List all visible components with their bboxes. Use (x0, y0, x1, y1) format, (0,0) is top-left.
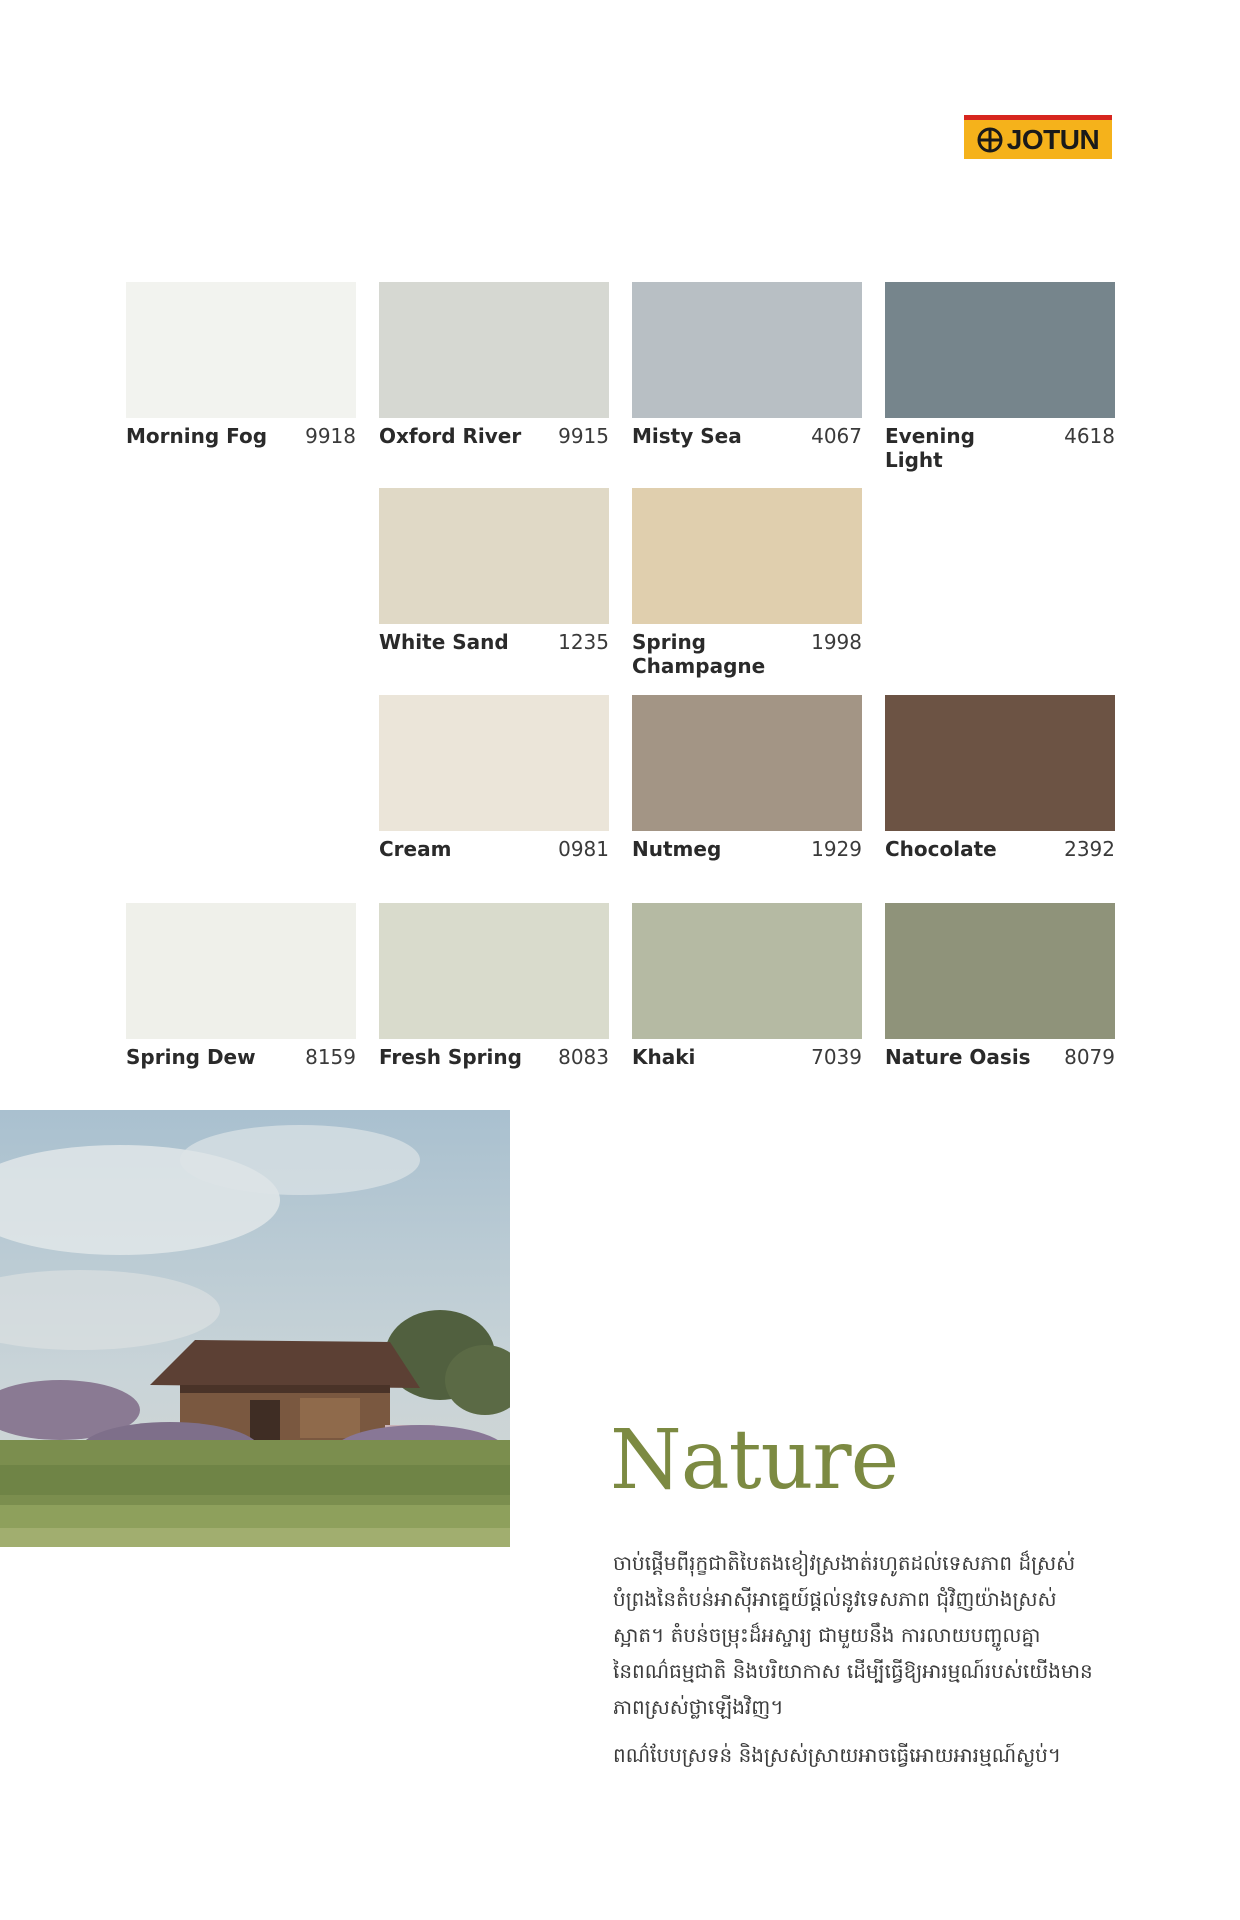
swatch-name: Evening Light (885, 424, 975, 472)
swatch-spring-dew (126, 903, 356, 1069)
swatch-chocolate (885, 695, 1115, 861)
color-chip (379, 903, 609, 1039)
swatch-code: 8083 (558, 1045, 609, 1069)
swatch-name: Spring Dew (126, 1045, 256, 1069)
swatch-evening-light (885, 282, 1115, 472)
swatch-name: Spring Champagne (632, 630, 766, 678)
description-paragraph: ពណ៌បែបស្រទន់ និងស្រស់ស្រាយអាចធ្វើអោយអារម្មណ៍ស្ងប់។ (613, 1743, 1062, 1767)
swatch-name: Morning Fog (126, 424, 268, 448)
swatch-code: 4618 (1064, 424, 1115, 448)
swatch-name: Misty Sea (632, 424, 742, 448)
swatch-name: Nutmeg (632, 837, 722, 861)
logo-text: JOTUN (1006, 123, 1100, 155)
swatch-code: 8079 (1064, 1045, 1115, 1069)
swatch-misty-sea (632, 282, 862, 448)
swatch-white-sand (379, 488, 609, 654)
swatch-nature-oasis (885, 903, 1115, 1069)
swatch-code: 9918 (305, 424, 356, 448)
swatch-code: 1998 (811, 630, 862, 654)
description-paragraph: ចាប់ផ្តើមពីរុក្ខជាតិបៃតងខៀវស្រងាត់រហូតដល់ទេសភាព ដ៏ស្រស់បំព្រងនៃតំបន់អាស៊ីអាគ្នេយ៍ផ្តល់នូវទេសភាព ជុំវិញយ៉ាងស្រស់ស្អាត។ តំបន់ចម្រុះដ៏អស្ចារ្យ ជាមួយនឹង ការលាយបញ្ចូលគ្នានៃពណ៌ធម្មជាតិ និងបរិយាកាស ដើម្បីធ្វើឱ្យអារម្មណ៍របស់យើងមានភាពស្រស់ថ្លាឡើងវិញ។ (613, 1551, 1093, 1719)
section-description (613, 1545, 1093, 1785)
swatch-nutmeg (632, 695, 862, 861)
swatch-name: Chocolate (885, 837, 997, 861)
swatch-oxford-river (379, 282, 609, 448)
swatch-name: Oxford River (379, 424, 522, 448)
color-chip (126, 903, 356, 1039)
swatch-name: Fresh Spring (379, 1045, 522, 1069)
swatch-name: White Sand (379, 630, 509, 654)
swatch-cream (379, 695, 609, 861)
swatch-code: 9915 (558, 424, 609, 448)
swatch-name: Khaki (632, 1045, 696, 1069)
color-chip (885, 695, 1115, 831)
swatch-code: 4067 (811, 424, 862, 448)
color-chip (379, 695, 609, 831)
globe-ship-icon (977, 127, 1003, 153)
color-chip (379, 488, 609, 624)
swatch-code: 8159 (305, 1045, 356, 1069)
swatch-code: 1929 (811, 837, 862, 861)
landscape-photo (0, 1110, 510, 1547)
swatch-name: Nature Oasis (885, 1045, 1031, 1069)
color-chip (885, 903, 1115, 1039)
swatch-khaki (632, 903, 862, 1069)
color-chip (632, 695, 862, 831)
swatch-spring-champagne (632, 488, 862, 678)
section-title: Nature (610, 1413, 899, 1508)
swatch-fresh-spring (379, 903, 609, 1069)
color-chip (126, 282, 356, 418)
color-chip (632, 488, 862, 624)
color-chip (632, 903, 862, 1039)
color-chip (632, 282, 862, 418)
jotun-logo (964, 115, 1112, 159)
swatch-code: 1235 (558, 630, 609, 654)
swatch-code: 2392 (1064, 837, 1115, 861)
swatch-morning-fog (126, 282, 356, 448)
color-chip (379, 282, 609, 418)
swatch-name: Cream (379, 837, 452, 861)
swatch-code: 0981 (558, 837, 609, 861)
swatch-code: 7039 (811, 1045, 862, 1069)
color-chip (885, 282, 1115, 418)
